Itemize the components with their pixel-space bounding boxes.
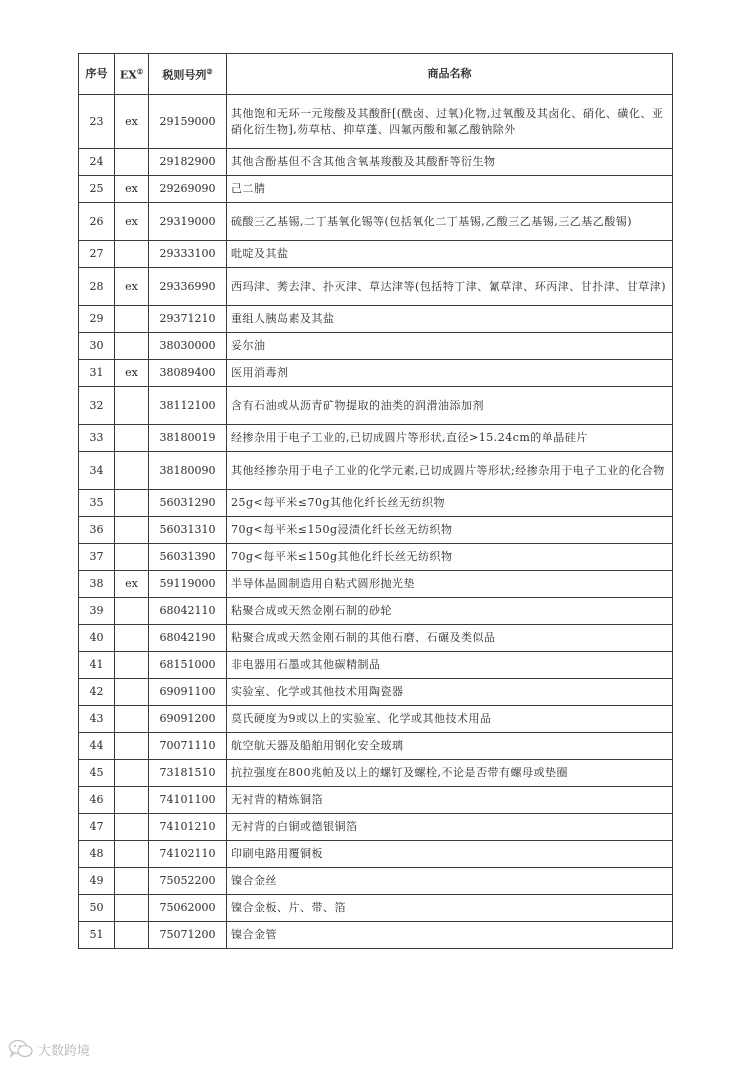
table-row: [79, 517, 673, 544]
row-ex-marker: [115, 922, 149, 949]
row-serial-number: 25: [79, 176, 115, 203]
row-tariff-code: 68042110: [149, 598, 227, 625]
row-tariff-code: 29182900: [149, 149, 227, 176]
row-serial-number: 27: [79, 241, 115, 268]
row-serial-number: 34: [79, 452, 115, 490]
row-tariff-code: 56031310: [149, 517, 227, 544]
row-serial-number: 48: [79, 841, 115, 868]
header-ex: EX①: [115, 54, 149, 95]
row-product-name: 70g<每平米≤150g浸渍化纤长丝无纺织物: [227, 517, 673, 544]
row-ex-marker: [115, 241, 149, 268]
table-row: [79, 425, 673, 452]
row-ex-marker: [115, 841, 149, 868]
row-serial-number: 23: [79, 95, 115, 149]
table-row: [79, 544, 673, 571]
tariff-table: [78, 53, 673, 949]
row-tariff-code: 38180090: [149, 452, 227, 490]
watermark-text: 大数跨境: [38, 1043, 91, 1059]
row-tariff-code: 29319000: [149, 203, 227, 241]
row-serial-number: 41: [79, 652, 115, 679]
row-product-name: 重组人胰岛素及其盐: [227, 306, 673, 333]
row-serial-number: 49: [79, 868, 115, 895]
row-serial-number: 32: [79, 387, 115, 425]
row-tariff-code: 38180019: [149, 425, 227, 452]
table-row: [79, 895, 673, 922]
row-tariff-code: 75062000: [149, 895, 227, 922]
row-ex-marker: [115, 452, 149, 490]
table-row: [79, 598, 673, 625]
table-row: [79, 814, 673, 841]
table-row: [79, 922, 673, 949]
table-row: [79, 679, 673, 706]
table-row: [79, 306, 673, 333]
row-serial-number: 45: [79, 760, 115, 787]
row-tariff-code: 68042190: [149, 625, 227, 652]
row-serial-number: 26: [79, 203, 115, 241]
row-tariff-code: 59119000: [149, 571, 227, 598]
row-tariff-code: 56031290: [149, 490, 227, 517]
row-product-name: 镍合金板、片、带、箔: [227, 895, 673, 922]
table-row: [79, 760, 673, 787]
row-serial-number: 46: [79, 787, 115, 814]
table-row: [79, 333, 673, 360]
row-tariff-code: 29269090: [149, 176, 227, 203]
row-tariff-code: 29371210: [149, 306, 227, 333]
row-tariff-code: 68151000: [149, 652, 227, 679]
row-tariff-code: 38030000: [149, 333, 227, 360]
row-product-name: 粘聚合成或天然金刚石制的其他石磨、石碾及类似品: [227, 625, 673, 652]
row-tariff-code: 29333100: [149, 241, 227, 268]
row-serial-number: 28: [79, 268, 115, 306]
row-tariff-code: 74102110: [149, 841, 227, 868]
row-product-name: 莫氏硬度为9或以上的实验室、化学或其他技术用品: [227, 706, 673, 733]
table-row: [79, 387, 673, 425]
row-tariff-code: 69091100: [149, 679, 227, 706]
row-ex-marker: [115, 895, 149, 922]
row-tariff-code: 56031390: [149, 544, 227, 571]
row-tariff-code: 29159000: [149, 95, 227, 149]
row-product-name: 25g<每平米≤70g其他化纤长丝无纺织物: [227, 490, 673, 517]
row-serial-number: 37: [79, 544, 115, 571]
table-row: [79, 176, 673, 203]
row-product-name: 其他经掺杂用于电子工业的化学元素,已切成圆片等形状;经掺杂用于电子工业的化合物: [227, 452, 673, 490]
row-serial-number: 42: [79, 679, 115, 706]
row-product-name: 航空航天器及船舶用钢化安全玻璃: [227, 733, 673, 760]
row-ex-marker: [115, 306, 149, 333]
table-row: [79, 625, 673, 652]
row-serial-number: 50: [79, 895, 115, 922]
row-product-name: 医用消毒剂: [227, 360, 673, 387]
row-product-name: 含有石油或从沥青矿物提取的油类的润滑油添加剂: [227, 387, 673, 425]
row-tariff-code: 74101210: [149, 814, 227, 841]
row-ex-marker: [115, 679, 149, 706]
row-ex-marker: ex: [115, 268, 149, 306]
table-row: [79, 241, 673, 268]
row-product-name: 半导体晶圆制造用自粘式圆形抛光垫: [227, 571, 673, 598]
table-row: [79, 868, 673, 895]
row-ex-marker: [115, 760, 149, 787]
table-row: [79, 490, 673, 517]
table-row: [79, 203, 673, 241]
row-product-name: 镍合金丝: [227, 868, 673, 895]
row-tariff-code: 74101100: [149, 787, 227, 814]
row-serial-number: 43: [79, 706, 115, 733]
row-serial-number: 47: [79, 814, 115, 841]
table-row: [79, 149, 673, 176]
row-tariff-code: 29336990: [149, 268, 227, 306]
row-ex-marker: [115, 787, 149, 814]
table-row: [79, 841, 673, 868]
row-product-name: 粘聚合成或天然金刚石制的砂轮: [227, 598, 673, 625]
row-product-name: 无衬背的白铜或德银铜箔: [227, 814, 673, 841]
row-ex-marker: [115, 490, 149, 517]
footnote-mark: ②: [206, 67, 213, 77]
header-tariff-code: 税则号列②: [149, 54, 227, 95]
row-serial-number: 35: [79, 490, 115, 517]
row-product-name: 70g<每平米≤150g其他化纤长丝无纺织物: [227, 544, 673, 571]
row-product-name: 无衬背的精炼铜箔: [227, 787, 673, 814]
row-ex-marker: ex: [115, 176, 149, 203]
row-product-name: 其他饱和无环一元羧酸及其酸酐[(酰卤、过氧)化物,过氧酸及其卤化、硝化、磺化、亚硝化衍生物],芴草枯、抑草蓬、四氟丙酸和氟乙酸钠除外: [227, 95, 673, 149]
table-row: [79, 95, 673, 149]
row-ex-marker: [115, 544, 149, 571]
row-product-name: 西玛津、莠去津、扑灭津、草达津等(包括特丁津、氰草津、环丙津、甘扑津、甘草津): [227, 268, 673, 306]
row-ex-marker: [115, 733, 149, 760]
row-product-name: 抗拉强度在800兆帕及以上的螺钉及螺栓,不论是否带有螺母或垫圈: [227, 760, 673, 787]
row-serial-number: 51: [79, 922, 115, 949]
row-ex-marker: [115, 149, 149, 176]
table-row: [79, 571, 673, 598]
row-serial-number: 33: [79, 425, 115, 452]
wechat-logo-icon: [8, 1039, 34, 1059]
row-ex-marker: [115, 517, 149, 544]
row-tariff-code: 38112100: [149, 387, 227, 425]
row-ex-marker: [115, 868, 149, 895]
row-ex-marker: ex: [115, 360, 149, 387]
row-product-name: 经掺杂用于电子工业的,已切成圆片等形状,直径>15.24cm的单晶硅片: [227, 425, 673, 452]
row-ex-marker: [115, 333, 149, 360]
row-product-name: 实验室、化学或其他技术用陶瓷器: [227, 679, 673, 706]
table-row: [79, 452, 673, 490]
row-product-name: 镍合金管: [227, 922, 673, 949]
row-tariff-code: 38089400: [149, 360, 227, 387]
row-serial-number: 31: [79, 360, 115, 387]
table-row: [79, 706, 673, 733]
table-row: [79, 268, 673, 306]
row-tariff-code: 75052200: [149, 868, 227, 895]
row-ex-marker: ex: [115, 571, 149, 598]
row-product-name: 印刷电路用覆铜板: [227, 841, 673, 868]
row-tariff-code: 70071110: [149, 733, 227, 760]
row-ex-marker: ex: [115, 203, 149, 241]
row-serial-number: 24: [79, 149, 115, 176]
row-product-name: 非电器用石墨或其他碳精制品: [227, 652, 673, 679]
row-serial-number: 30: [79, 333, 115, 360]
table-row: [79, 360, 673, 387]
table-row: [79, 652, 673, 679]
table-row: [79, 787, 673, 814]
footnote-mark: ①: [136, 67, 144, 77]
row-serial-number: 39: [79, 598, 115, 625]
row-serial-number: 38: [79, 571, 115, 598]
row-tariff-code: 73181510: [149, 760, 227, 787]
row-ex-marker: ex: [115, 95, 149, 149]
row-product-name: 吡啶及其盐: [227, 241, 673, 268]
watermark: [8, 1038, 90, 1060]
row-serial-number: 40: [79, 625, 115, 652]
row-product-name: 己二腈: [227, 176, 673, 203]
header-serial-number: 序号: [79, 54, 115, 95]
row-ex-marker: [115, 814, 149, 841]
row-tariff-code: 69091200: [149, 706, 227, 733]
row-ex-marker: [115, 598, 149, 625]
row-product-name: 其他含酚基但不含其他含氧基羧酸及其酸酐等衍生物: [227, 149, 673, 176]
row-serial-number: 36: [79, 517, 115, 544]
table-header-row: [79, 54, 673, 95]
row-serial-number: 44: [79, 733, 115, 760]
row-serial-number: 29: [79, 306, 115, 333]
row-ex-marker: [115, 387, 149, 425]
table-row: [79, 733, 673, 760]
header-product-name: 商品名称: [227, 54, 673, 95]
row-tariff-code: 75071200: [149, 922, 227, 949]
row-ex-marker: [115, 652, 149, 679]
row-ex-marker: [115, 425, 149, 452]
row-product-name: 硫酸三乙基锡,二丁基氧化锡等(包括氧化二丁基锡,乙酸三乙基锡,三乙基乙酸锡): [227, 203, 673, 241]
row-ex-marker: [115, 625, 149, 652]
row-ex-marker: [115, 706, 149, 733]
row-product-name: 妥尔油: [227, 333, 673, 360]
